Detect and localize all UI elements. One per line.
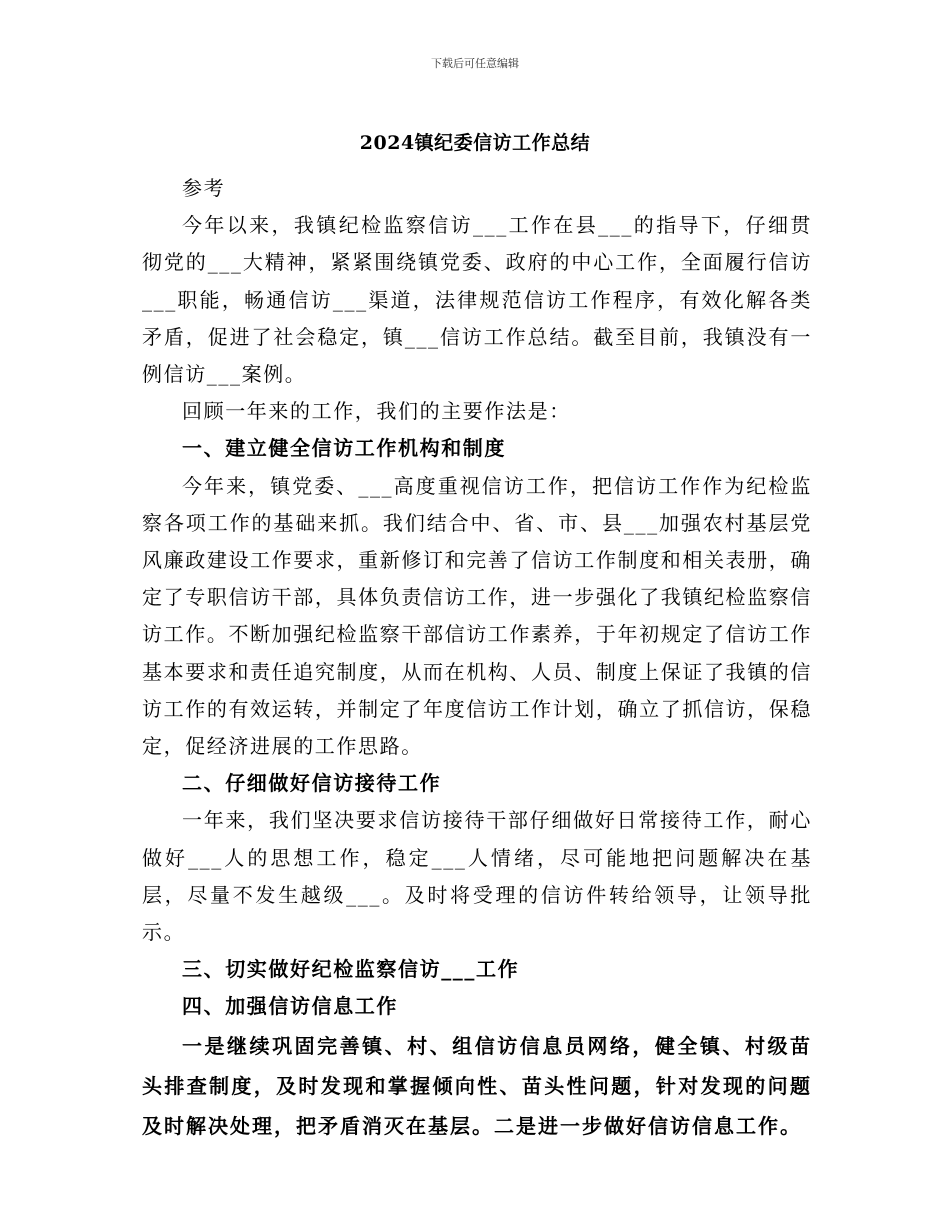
document-body <box>142 170 812 1146</box>
section-heading-2: 二、仔细做好信访接待工作 <box>182 771 442 796</box>
intro-paragraph: 今年以来，我镇纪检监察信访___工作在县___的指导下，仔细贯彻党的___大精神，紧紧围绕镇党委、政府的中心工作，全面履行信访___职能，畅通信访___渠道，法律规范信访工作程序，有效化解各类矛盾，促进了社会稳定，镇___信访工作总结。截至目前，我镇没有一例信访___案例。 <box>142 213 812 387</box>
section-2-paragraph: 一年来，我们坚决要求信访接待干部仔细做好日常接待工作，耐心做好___人的思想工作，稳定___人情绪，尽可能地把问题解决在基层，尽量不发生越级___。及时将受理的信访件转给领导，让领导批示。 <box>142 808 812 945</box>
section-heading-1: 一、建立健全信访工作机构和制度 <box>182 436 506 461</box>
section-1-paragraph: 今年来，镇党委、___高度重视信访工作，把信访工作作为纪检监察各项工作的基础来抓。我们结合中、省、市、县___加强农村基层党风廉政建设工作要求，重新修订和完善了信访工作制度和相关表册，确定了专职信访干部，具体负责信访工作，进一步强化了我镇纪检监察信访工作。不断加强纪检监察干部信访工作素养，于年初规定了信访工作基本要求和责任追究制度，从而在机构、人员、制度上保证了我镇的信访工作的有效运转，并制定了年度信访工作计划，确立了抓信访，保稳定，促经济进展的工作思路。 <box>142 473 812 759</box>
header-note: 下载后可任意编辑 <box>431 57 519 70</box>
section-4-paragraph: 一是继续巩固完善镇、村、组信访信息员网络，健全镇、村级苗头排查制度，及时发现和掌握倾向性、苗头性问题，针对发现的问题及时解决处理，把矛盾消灭在基层。二是进一步做好信访信息工作。 <box>142 1033 812 1138</box>
review-paragraph: 回顾一年来的工作，我们的主要作法是： <box>182 399 571 424</box>
document-title: 2024镇纪委信访工作总结 <box>359 132 591 154</box>
section-heading-3: 三、切实做好纪检监察信访___工作 <box>182 957 520 982</box>
reference-label: 参考 <box>182 176 226 200</box>
section-heading-4: 四、加强信访信息工作 <box>182 994 398 1019</box>
